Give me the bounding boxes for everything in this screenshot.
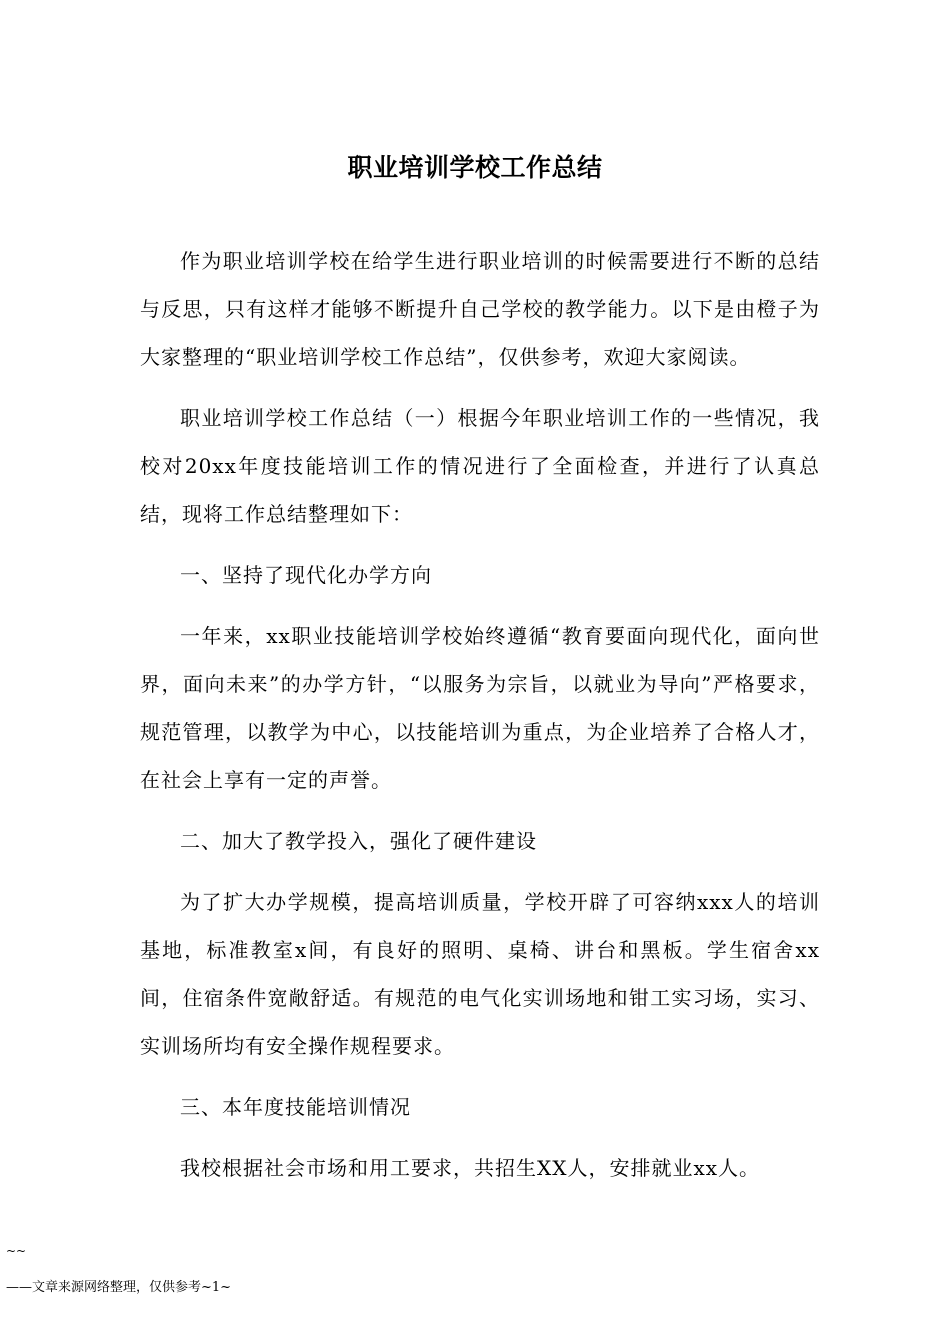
document-title: 职业培训学校工作总结	[347, 153, 603, 182]
footer-source-note: ——文章来源网络整理，仅供参考~1~	[6, 1280, 232, 1295]
paragraph-section-three: 我校根据社会市场和用工要求，共招生XX人，安排就业xx人。	[180, 1156, 761, 1180]
footer-tilde: ~~	[6, 1244, 27, 1258]
section-heading-three: 三、本年度技能培训情况	[180, 1095, 411, 1119]
document-body	[140, 237, 820, 1205]
section-heading-two: 二、加大了教学投入，强化了硬件建设	[180, 829, 537, 853]
paragraph-section-one: 一年来，xx职业技能培训学校始终遵循“教育要面向现代化，面向世界，面向未来”的办学方针，“以服务为宗旨，以就业为导向”严格要求，规范管理，以教学为中心，以技能培训为重点，为企业培养了合格人才，在社会上享有一定的声誉。	[140, 624, 820, 792]
paragraph-intro: 作为职业培训学校在给学生进行职业培训的时候需要进行不断的总结与反思，只有这样才能够不断提升自己学校的教学能力。以下是由橙子为大家整理的“职业培训学校工作总结”，仅供参考，欢迎大家阅读。	[140, 249, 820, 369]
paragraph-summary-one: 职业培训学校工作总结（一）根据今年职业培训工作的一些情况，我校对20xx年度技能培训工作的情况进行了全面检查，并进行了认真总结，现将工作总结整理如下：	[140, 406, 820, 526]
paragraph-section-two: 为了扩大办学规模，提高培训质量，学校开辟了可容纳xxx人的培训基地，标准教室x间，有良好的照明、桌椅、讲台和黑板。学生宿舍xx间，住宿条件宽敞舒适。有规范的电气化实训场地和钳工实习场，实习、实训场所均有安全操作规程要求。	[140, 890, 820, 1058]
section-heading-one: 一、坚持了现代化办学方向	[180, 563, 432, 587]
